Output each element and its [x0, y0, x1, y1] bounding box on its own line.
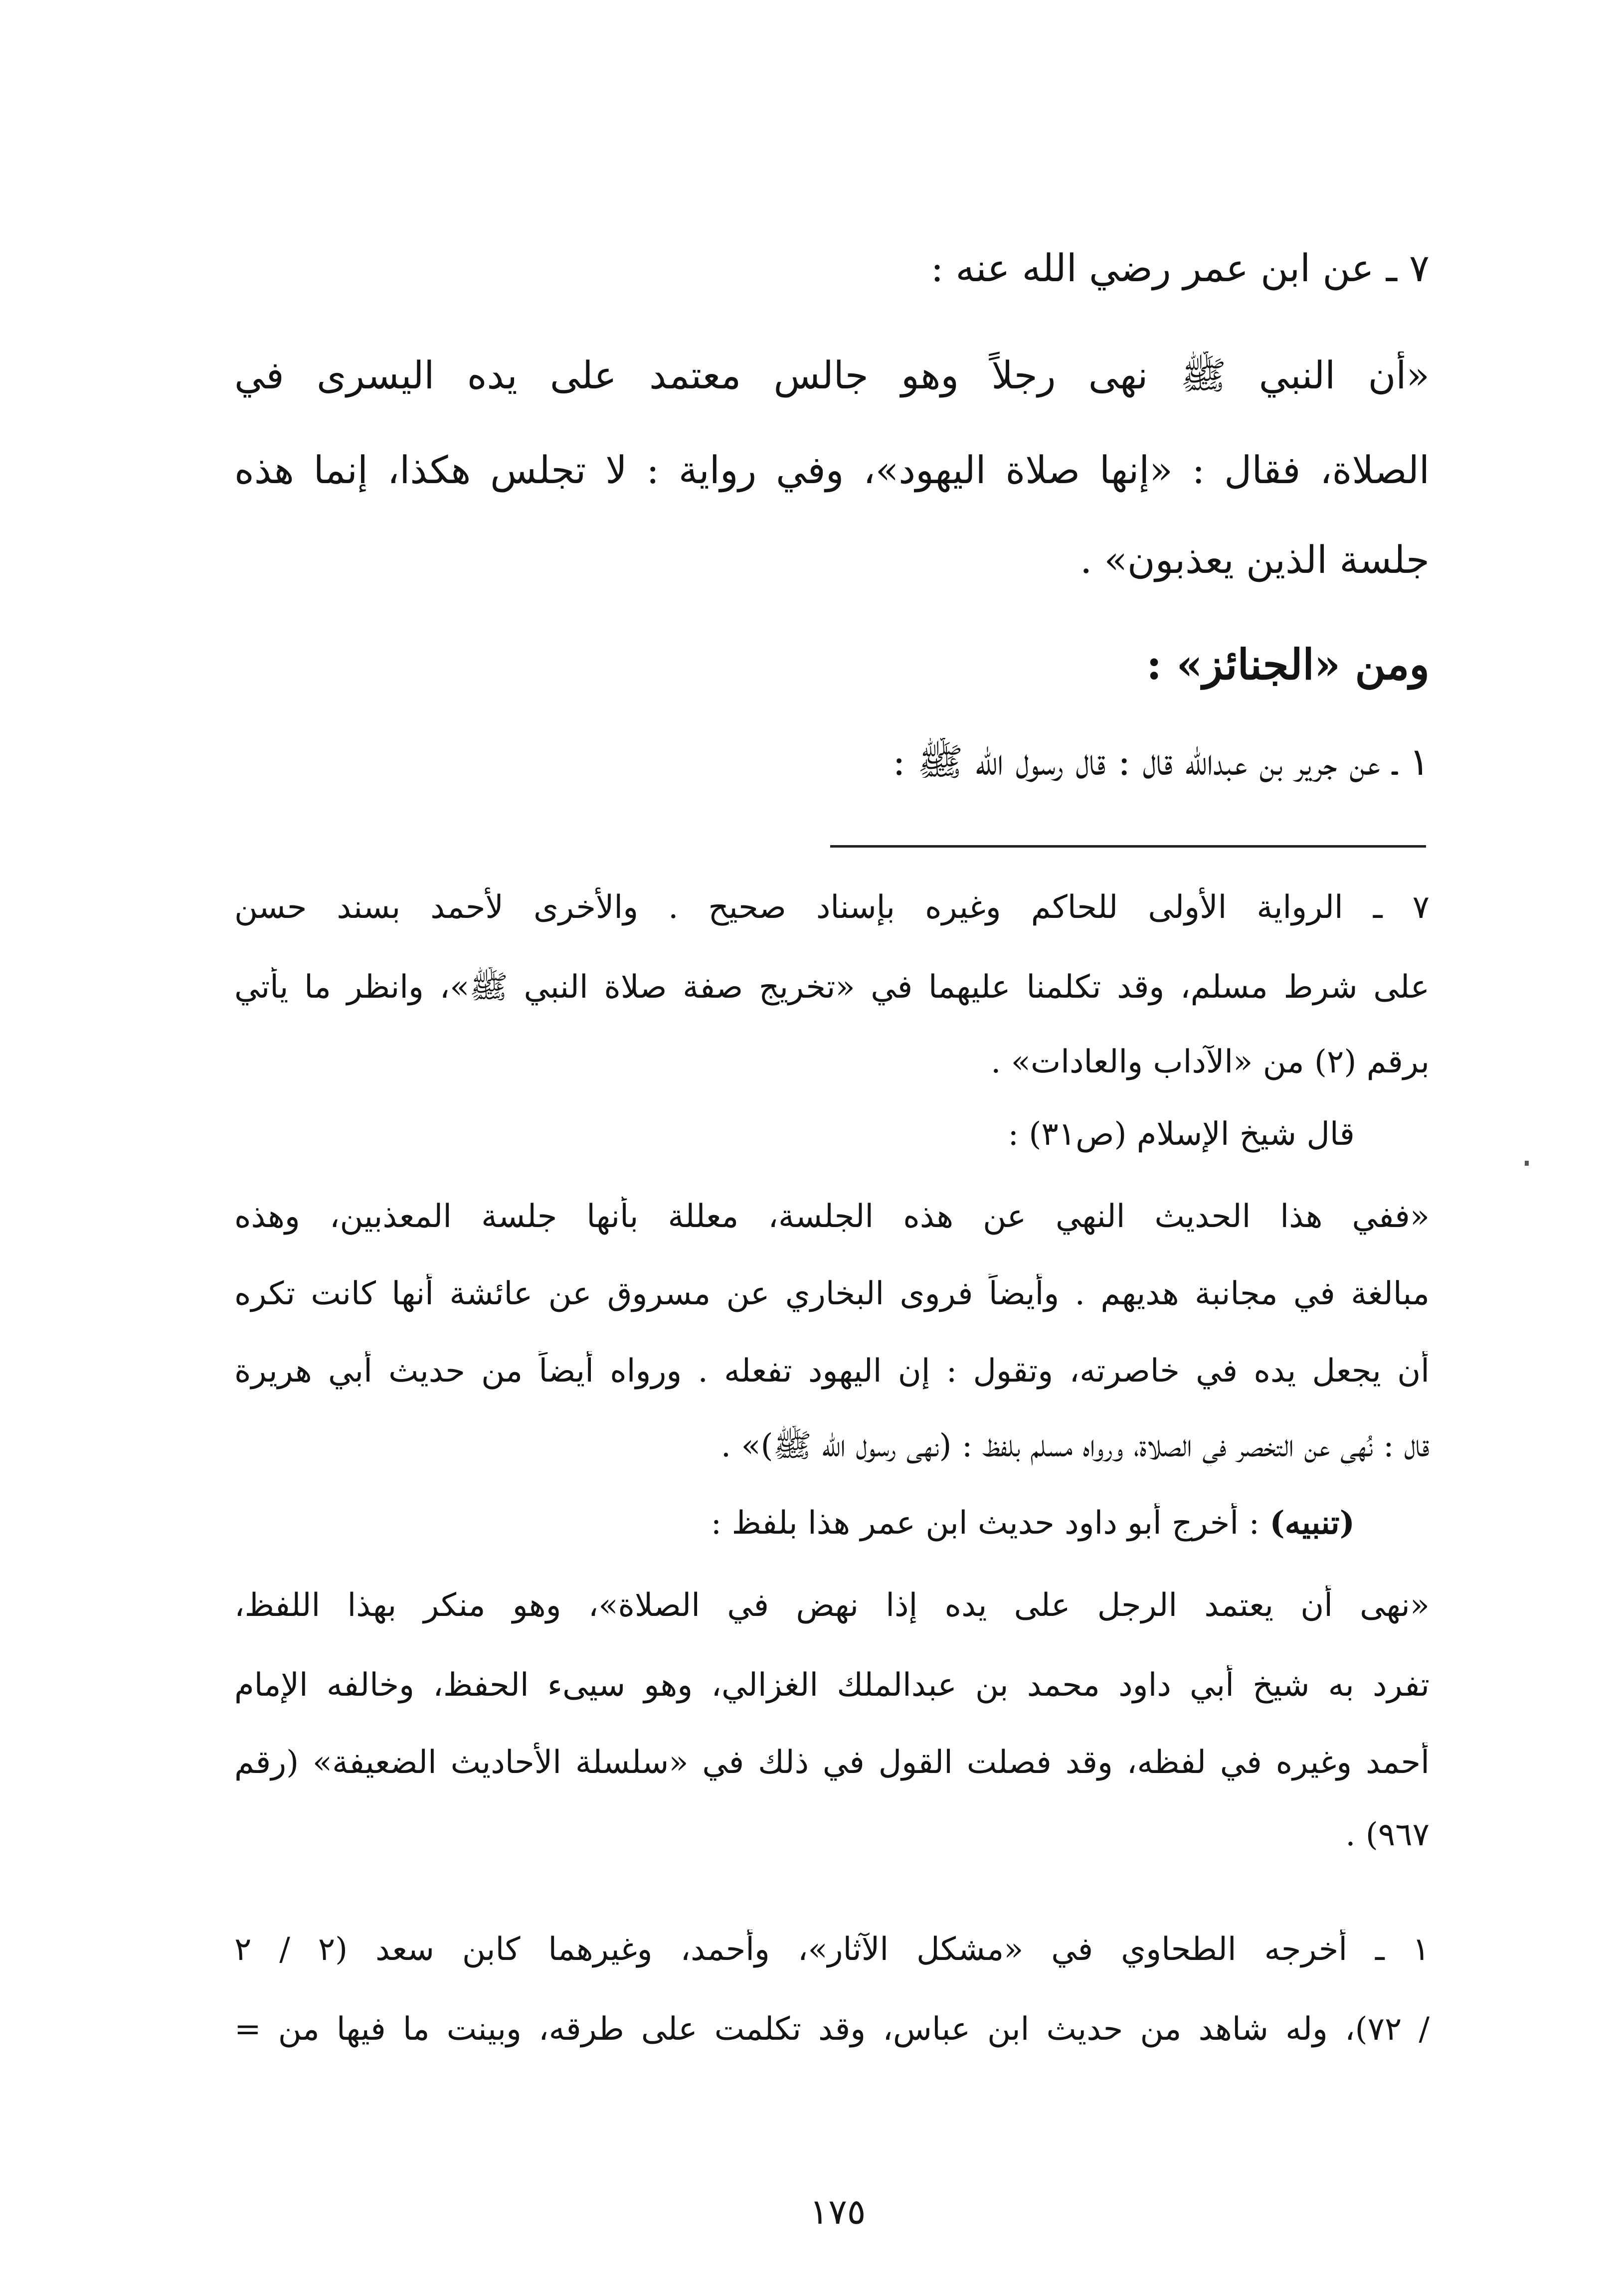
hadith-7-line-2: الصلاة، فقال : «إنها صلاة اليهود»، وفي رواية : لا تجلس هكذا، إنما هذه [234, 448, 1430, 492]
shaykh-quote-line-4: قال : نُهي عن التخصر في الصلاة، ورواه مسلم بلفظ : (نهى رسول الله ﷺ)» . [720, 1427, 1430, 1464]
shaykh-quote-line-1: «ففي هذا الحديث النهي عن هذه الجلسة، معللة بأنها جلسة المعذبين، وهذه [234, 1198, 1430, 1235]
tanbih-line-4: ٩٦٧) . [1345, 1816, 1430, 1853]
tanbih-line-2: تفرد به شيخ أبي داود محمد بن عبدالملك الغزالي، وهو سيىء الحفظ، وخالفه الإمام [234, 1667, 1430, 1704]
footnote-7-line-2: على شرط مسلم، وقد تكلمنا عليهما في «تخريج صفة صلاة النبي ﷺ»، وانظر ما يأتي [234, 969, 1430, 1006]
shaykh-al-islam-intro: قال شيخ الإسلام (ص٣١) : [1008, 1116, 1355, 1153]
footnote-1-line-1: ١ ـ أخرجه الطحاوي في «مشكل الآثار»، وأحمد، وغيرهما كابن سعد (٢ / ٢ [234, 1931, 1430, 1968]
footnote-7-line-1: ٧ ـ الرواية الأولى للحاكم وغيره بإسناد صحيح . والأخرى لأحمد بسند حسن [234, 889, 1430, 926]
hadith-7-line-3: جلسة الذين يعذبون» . [1080, 537, 1430, 582]
tanbih-intro [234, 1503, 1355, 1543]
page-number: ١٧٥ [809, 2191, 866, 2232]
footnote-1-line-2: / ٧٢)، وله شاهد من حديث ابن عباس، وقد تكلمت على طرقه، وبينت ما فيها من = [234, 2011, 1430, 2048]
shaykh-quote-line-3: أن يجعل يده في خاصرته، وتقول : إن اليهود تفعله . ورواه أيضاً من حديث أبي هريرة [234, 1353, 1430, 1390]
footnote-7-line-3: برقم (٢) من «الآداب والعادات» . [991, 1044, 1430, 1080]
tanbih-line-3: أحمد وغيره في لفظه، وقد فصلت القول في ذلك في «سلسلة الأحاديث الضعيفة» (رقم [234, 1744, 1430, 1781]
tanbih-label: (تنبيه) [1269, 1504, 1355, 1542]
tanbih-intro-text: : أخرج أبو داود حديث ابن عمر هذا بلفظ : [711, 1505, 1270, 1542]
section-heading: ومن «الجنائز» : [1146, 640, 1430, 689]
hadith-7-intro: ٧ ـ عن ابن عمر رضي الله عنه : [930, 246, 1430, 290]
tanbih-line-1: «نهى أن يعتمد الرجل على يده إذا نهض في الصلاة»، وهو منكر بهذا اللفظ، [234, 1587, 1430, 1624]
shaykh-quote-line-2: مبالغة في مجانبة هديهم . وأيضاً فروى البخاري عن مسروق عن عائشة أنها كانت تكره [234, 1275, 1430, 1312]
scan-speck [1525, 1161, 1529, 1166]
hadith-7-line-1: «أن النبي ﷺ نهى رجلاً وهو جالس معتمد على يده اليسرى في [234, 353, 1430, 397]
hadith-1-intro: ١ ـ عن جرير بن عبدالله قال : قال رسول الله ﷺ : [893, 739, 1430, 784]
footnote-separator [830, 845, 1426, 848]
